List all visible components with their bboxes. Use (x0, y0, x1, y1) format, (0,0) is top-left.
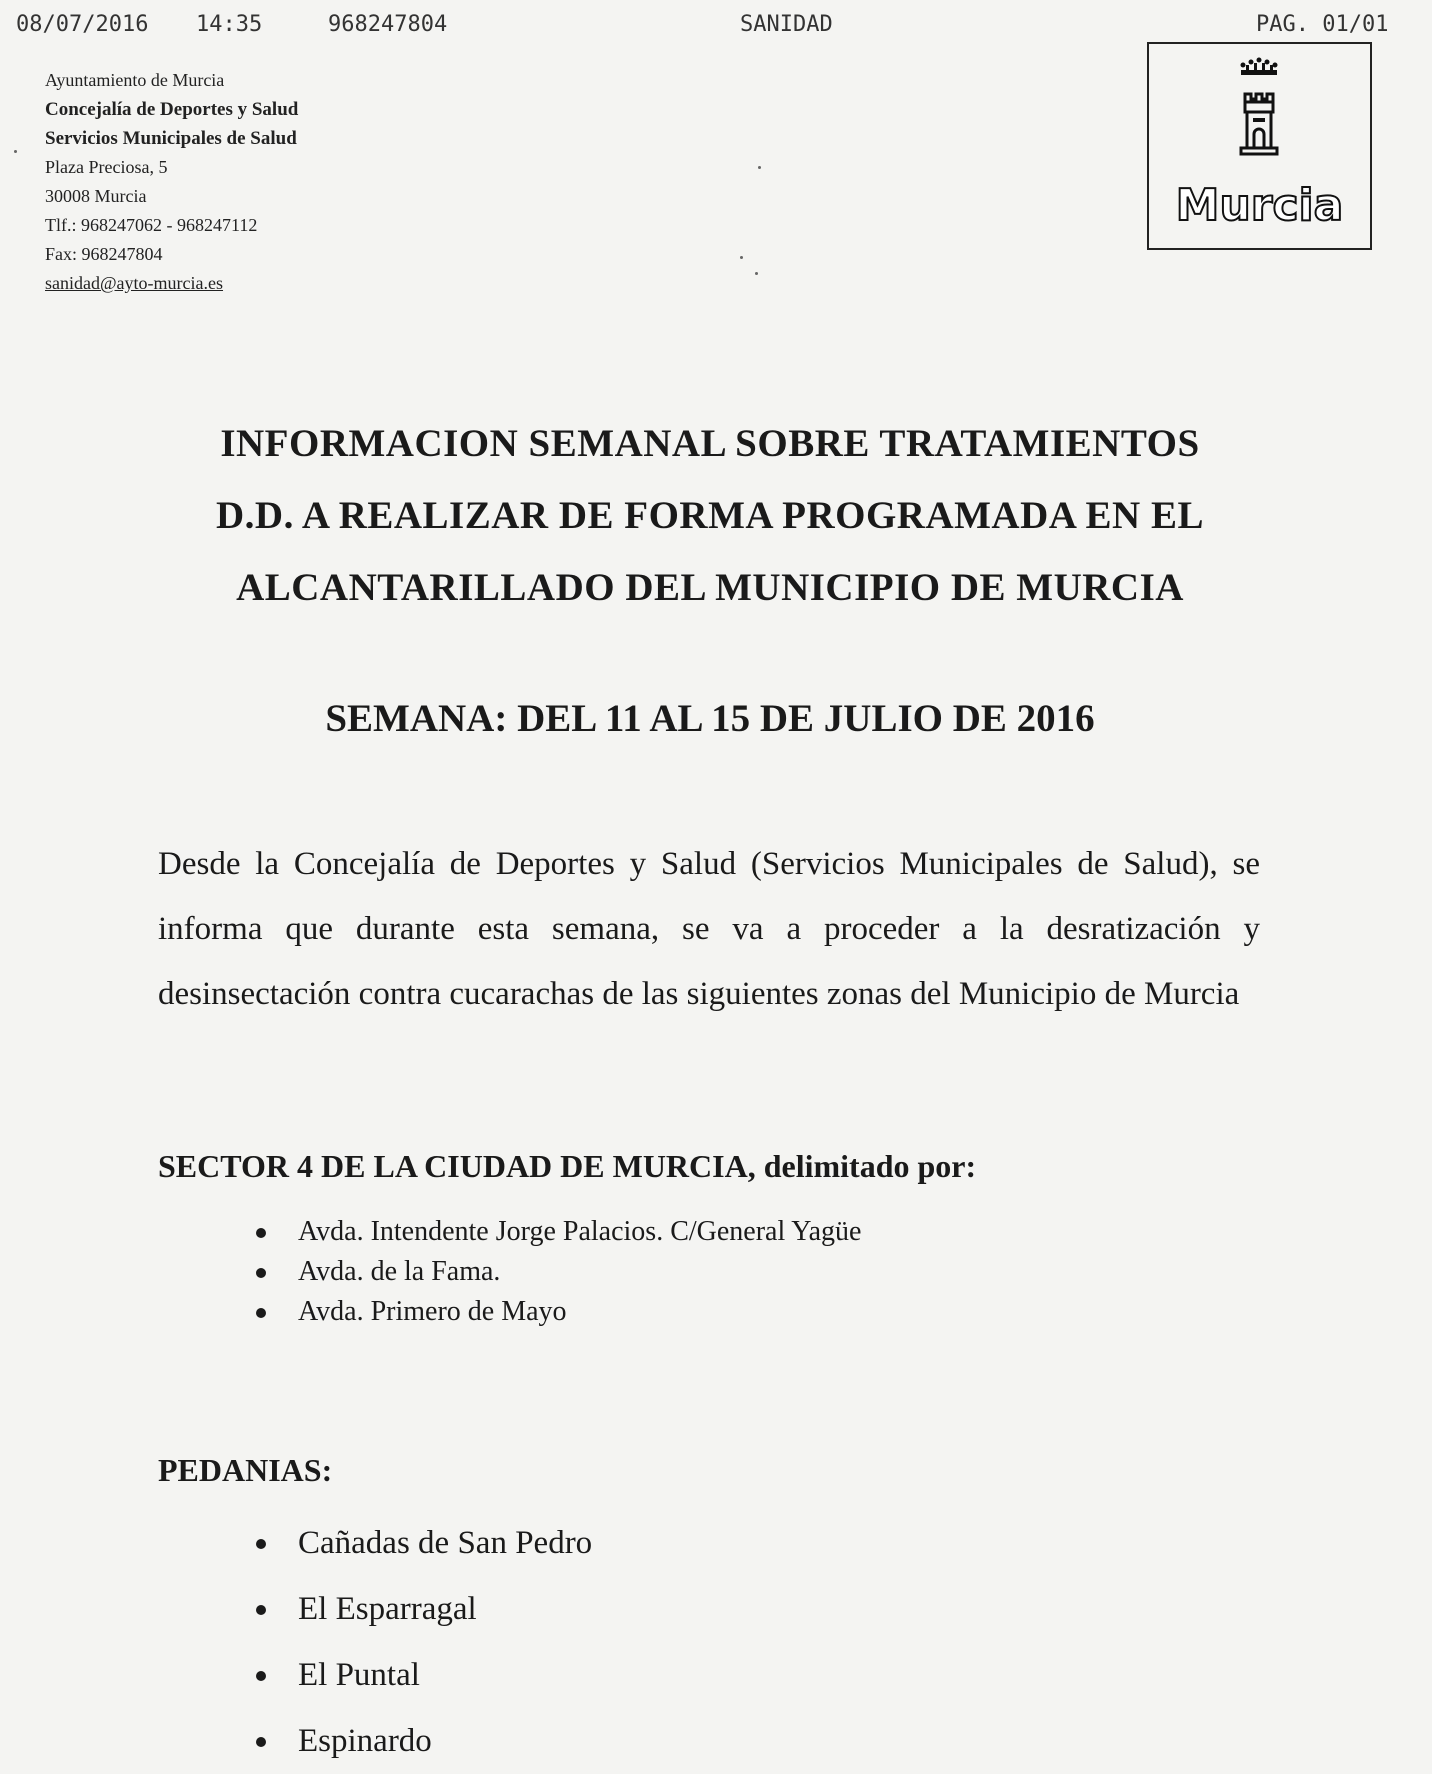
list-item-text: El Esparragal (298, 1591, 477, 1627)
document-title (160, 408, 1260, 624)
week-heading: SEMANA: DEL 11 AL 15 DE JULIO DE 2016 (325, 697, 1095, 740)
letterhead-fax: Fax: 968247804 (45, 244, 163, 264)
list-item-text: Avda. Intendente Jorge Palacios. C/General Yagüe (298, 1216, 862, 1247)
list-item (298, 1212, 862, 1252)
sector-heading: SECTOR 4 DE LA CIUDAD DE MURCIA, delimitado por: (158, 1148, 977, 1184)
scan-speck (14, 150, 17, 153)
letterhead (45, 66, 465, 298)
fax-transmission-header (0, 12, 1432, 42)
list-item-text: Cañadas de San Pedro (298, 1525, 593, 1561)
bullet-icon (256, 1268, 266, 1278)
bullet-icon (256, 1308, 266, 1318)
fax-date: 08/07/2016 (16, 12, 149, 37)
list-item-text: Avda. Primero de Mayo (298, 1296, 567, 1327)
pedanias-list (298, 1510, 592, 1774)
bullet-icon (256, 1737, 266, 1747)
letterhead-organization: Ayuntamiento de Murcia (45, 70, 225, 90)
letterhead-address-street: Plaza Preciosa, 5 (45, 157, 168, 177)
bullet-icon (256, 1605, 266, 1615)
murcia-logo (1147, 42, 1372, 250)
list-item (298, 1642, 592, 1708)
scan-speck (740, 256, 743, 259)
fax-page-number: PAG. 01/01 (1256, 12, 1389, 37)
fax-phone: 968247804 (328, 12, 448, 37)
title-line-1: INFORMACION SEMANAL SOBRE TRATAMIENTOS (220, 422, 1200, 465)
list-item-text: El Puntal (298, 1657, 420, 1693)
letterhead-address-city: 30008 Murcia (45, 186, 147, 206)
list-item (298, 1708, 592, 1774)
list-item-text: Avda. de la Fama. (298, 1256, 501, 1287)
fax-time: 14:35 (196, 12, 263, 37)
scan-speck (758, 166, 761, 169)
letterhead-phones: Tlf.: 968247062 - 968247112 (45, 215, 258, 235)
letterhead-email: sanidad@ayto-murcia.es (45, 273, 224, 293)
pedanias-heading: PEDANIAS: (158, 1452, 333, 1488)
letterhead-department: Concejalía de Deportes y Salud (45, 99, 299, 120)
scan-speck (755, 272, 758, 275)
title-line-3: ALCANTARILLADO DEL MUNICIPIO DE MURCIA (236, 566, 1184, 609)
letterhead-service: Servicios Municipales de Salud (45, 128, 297, 149)
list-item (298, 1252, 862, 1292)
fax-department: SANIDAD (740, 12, 833, 37)
list-item-text: Espinardo (298, 1723, 432, 1759)
list-item (298, 1510, 592, 1576)
bullet-icon (256, 1671, 266, 1681)
logo-text: Murcia (1175, 180, 1344, 231)
sector-list (298, 1212, 862, 1332)
title-line-2: D.D. A REALIZAR DE FORMA PROGRAMADA EN EL (216, 494, 1204, 537)
bullet-icon (256, 1539, 266, 1549)
bullet-icon (256, 1228, 266, 1238)
intro-paragraph: Desde la Concejalía de Deportes y Salud (Servicios Municipales de Salud), se informa que durante esta semana, se va a proceder a la desratización y desinsectación contra cucarachas de las siguientes zonas del Municipio de Murcia (158, 846, 1260, 1012)
list-item (298, 1292, 862, 1332)
list-item (298, 1576, 592, 1642)
